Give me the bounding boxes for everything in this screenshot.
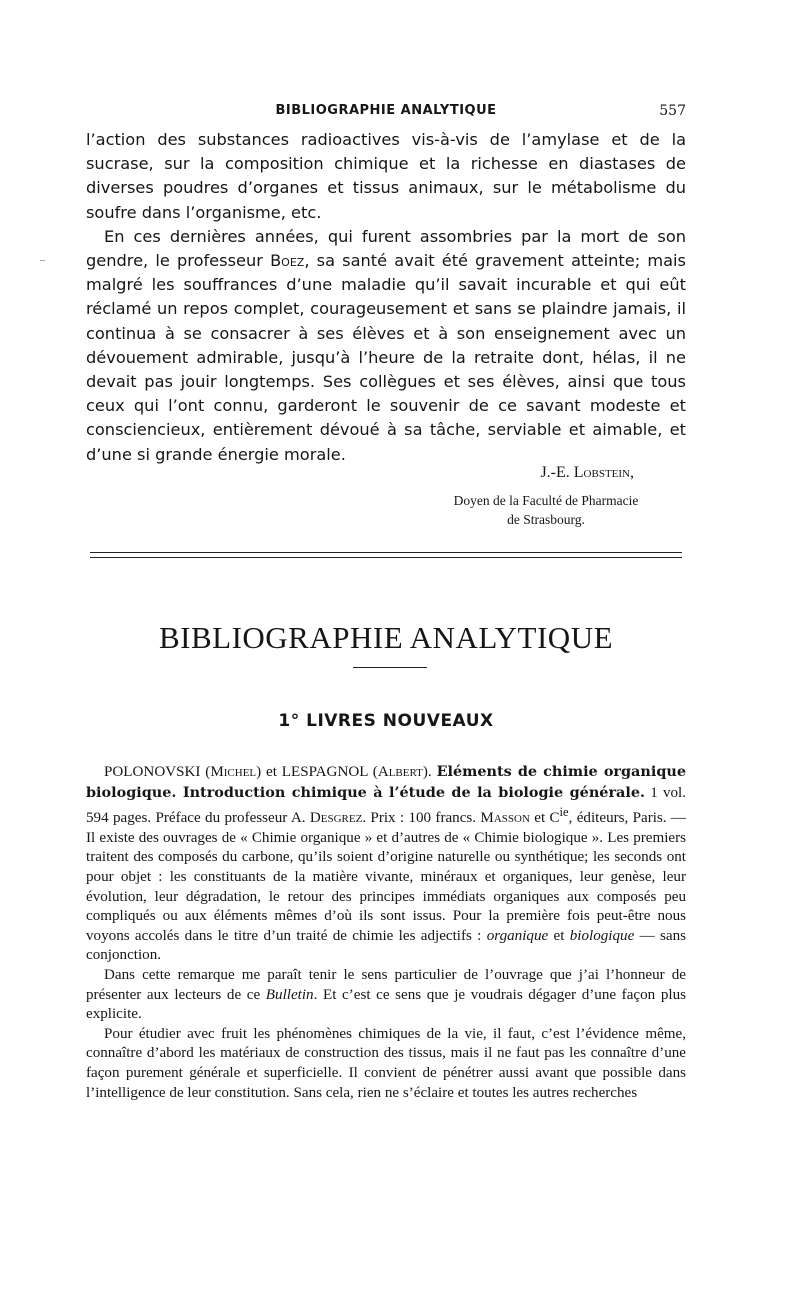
margin-mark: – [40, 255, 45, 266]
italic-term: Bulletin [265, 986, 314, 1003]
text-run: ). [422, 764, 437, 780]
text-run: En ces dernières années, qui furent assombries par la mort de son gendre, le professeur [86, 226, 686, 271]
signature-block [86, 462, 686, 527]
signature-title-line-1: Doyen de la Faculté de Pharmacie [453, 493, 639, 508]
signature-title-line-2: de Strasbourg. [507, 511, 585, 527]
author-first-name: Michel [210, 764, 257, 780]
signature-suffix: , [630, 464, 634, 481]
section-divider-bottom [90, 557, 682, 558]
italic-term: organique [486, 927, 549, 944]
italic-term: biologique [569, 927, 635, 944]
review-text [86, 762, 686, 1103]
author-first-name: Albert [377, 764, 423, 780]
book-title: Eléments de chimie organique biologique. Introduction chimique à l’étude de la biologie générale. [86, 763, 686, 801]
text-run: Dans cette remarque me paraît tenir le sens particulier de l’ouvrage que j’ai l’honneur de présenter aux lecteurs de ce [86, 966, 686, 1003]
running-head [86, 103, 686, 125]
obituary-text [86, 128, 686, 467]
text-run: et C [529, 810, 560, 827]
superscript: ie [559, 805, 569, 820]
text-run: POLONOVSKI ( [104, 764, 211, 780]
text-run: ) et LESPAGNOL ( [256, 764, 378, 780]
signature-surname: Lobstein [573, 464, 630, 481]
text-run: et [548, 927, 570, 944]
review-paragraph-2 [86, 966, 686, 1025]
publisher-name: Masson [480, 810, 530, 827]
obituary-paragraph-2 [86, 225, 686, 467]
text-run: 1 vol. 594 pages. Préface du professeur A. [86, 784, 687, 827]
running-head-title: BIBLIOGRAPHIE ANALYTIQUE [275, 103, 497, 118]
section-main-title: BIBLIOGRAPHIE ANALYTIQUE [158, 620, 614, 655]
obituary-paragraph-1: l’action des substances radioactives vis-à-vis de l’amylase et de la sucrase, sur la composition chimique et la richesse en diastases de diverses poudres d’organes et tissus animaux, sur le métabolisme du soufre dans l’organisme, etc. [86, 130, 686, 222]
person-name: Desgrez [309, 810, 363, 827]
signature-title [396, 492, 696, 529]
signature-initials: J.-E. [540, 464, 574, 481]
text-run: . Et c’est ce sens que je voudrais dégager d’une façon plus explicite. [86, 986, 686, 1023]
review-paragraph-3: Pour étudier avec fruit les phénomènes chimiques de la vie, il faut, c’est l’évidence même, connaître d’abord les matériaux de construction des tissus, mais il ne faut pas les connaître d’une façon purement générale et superficielle. Il convient de pénétrer aussi avant que possible dans l’intelligence de leur constitution. Sans cela, rien ne s’éclaire et toutes les autres recherches [86, 1025, 686, 1101]
signature-name [86, 462, 686, 484]
page-number: 557 [659, 103, 686, 119]
section-divider-top [90, 552, 682, 553]
text-run: . Prix : 100 francs. [362, 810, 481, 827]
title-underline [353, 667, 427, 668]
text-run: , sa santé avait été gravement atteinte; mais malgré les souffrances d’une maladie qu’il savait incurable et qui eût réclamé un repos complet, courageusement et sans se plaindre jamais, il continua à se consacrer à ses élèves et à son enseignement avec un dévouement admirable, jusqu’à l’heure de la retraite dont, hélas, il ne devait pas jouir longtemps. Ses collègues et ses élèves, ainsi que tous ceux qui l’ont connu, garderont le souvenir de ce savant modeste et consciencieux, entièrement dévoué à sa tâche, serviable et aimable, et d’une si grande énergie morale. [86, 251, 686, 464]
subsection-title: 1° LIVRES NOUVEAUX [278, 711, 494, 731]
text-run: — sans conjonction. [86, 927, 686, 964]
text-run: , éditeurs, Paris. — Il existe des ouvrages de « Chimie organique » et d’autres de « Chimie biologique ». Les premiers traitent des composés du carbone, qu’ils soient d’origine naturelle ou synthétique; les seconds ont pour objet : les constituants de la matière vivante, minéraux et organiques, leur genèse, leur évolution, leur dégradation, le retour des principes immédiats organiques aux composés peu compliqués ou aux éléments mêmes d’où ils sont issus. Pour la première fois peut-être nous voyons accolés dans le titre d’un traité de chimie les adjectifs : [86, 810, 687, 944]
review-paragraph-1 [86, 762, 686, 966]
person-name: Boez [270, 251, 305, 271]
